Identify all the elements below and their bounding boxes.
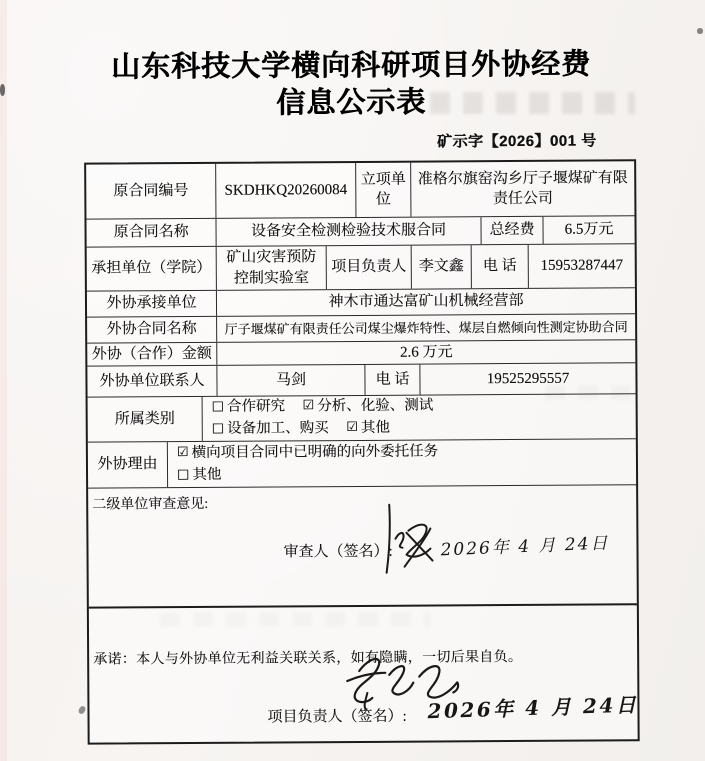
label-leader-phone: 电 话 <box>472 245 529 288</box>
label-category: 所属类别 <box>88 397 203 442</box>
table-row <box>86 161 634 219</box>
reason-options <box>168 439 636 487</box>
value-original-contract-no: SKDHKQ20260084 <box>216 163 356 218</box>
checkbox-unchecked-icon: □ <box>211 399 224 415</box>
promise-section <box>89 605 638 742</box>
value-outsourcing-contract-name: 厅子堰煤矿有限责任公司煤尘爆炸特性、煤层自燃倾向性测定协助合同 <box>224 319 628 337</box>
value-contact-phone: 19525295557 <box>486 370 570 388</box>
table-row <box>88 439 636 488</box>
table-row <box>87 363 635 397</box>
value-outsourcing-amount: 2.6 万元 <box>399 344 453 361</box>
option-cooperative-research: 合作研究 <box>226 398 285 416</box>
option-equipment-purchase: 设备加工、购买 <box>227 420 329 437</box>
label-outsourcing-contract-name: 外协合同名称 <box>87 317 217 343</box>
checkbox-checked-icon: ☑ <box>176 444 189 460</box>
checkbox-checked-icon: ☑ <box>302 398 315 414</box>
checkbox-checked-icon: ☑ <box>346 419 358 436</box>
label-project-leader: 项目负责人 <box>327 246 412 290</box>
value-outsourcing-unit: 神木市通达富矿山机械经营部 <box>328 293 524 311</box>
project-leader-signature-label: 项目负责人（签名）: <box>267 708 407 726</box>
option-reason-contract-specified: 横向项目合同中已明确的向外委托任务 <box>191 443 439 461</box>
label-outsourcing-contact: 外协单位联系人 <box>87 366 217 397</box>
value-project-unit: 准格尔旗窑沟乡厅子堰煤矿有限责任公司 <box>417 170 628 208</box>
form-title <box>0 46 704 124</box>
value-outsourcing-contact: 马剑 <box>217 365 365 396</box>
category-options-line1 <box>212 396 434 419</box>
label-total-fund: 总经费 <box>481 217 543 244</box>
category-options-line2 <box>212 418 390 441</box>
option-category-other: 其他 <box>360 419 390 436</box>
project-leader-date-handwritten: 2026年 4 月 24日 <box>427 692 639 724</box>
table-row <box>87 288 635 317</box>
label-project-unit: 立项单位 <box>356 163 411 217</box>
value-undertaking-unit: 矿山灾害预防控制实验室 <box>217 246 327 290</box>
doc-number: 矿示字【2026】001 号 <box>436 132 597 151</box>
label-original-contract-no: 原合同编号 <box>86 164 216 219</box>
reviewer-signature-label: 审查人（签名）: <box>283 543 393 561</box>
table-row <box>87 314 635 343</box>
promise-statement: 承诺：本人与外协单位无利益关联关系，如有隐瞒，一切后果自负。 <box>93 649 523 668</box>
value-project-leader: 李文鑫 <box>412 245 472 288</box>
reason-options-line2 <box>177 464 221 486</box>
checkbox-unchecked-icon: □ <box>176 466 190 482</box>
category-options <box>203 394 636 441</box>
value-total-fund: 6.5万元 <box>564 221 614 239</box>
label-outsourcing-unit: 外协承接单位 <box>87 291 217 317</box>
label-outsourcing-amount: 外协（合作）金额 <box>87 343 217 366</box>
checkbox-unchecked-icon: □ <box>211 420 225 436</box>
form-title-line1: 山东科技大学横向科研项目外协经费 <box>110 48 592 84</box>
label-original-contract-name: 原合同名称 <box>86 219 216 247</box>
form-table <box>84 159 640 744</box>
option-reason-other: 其他 <box>192 466 222 483</box>
label-undertaking-unit: 承担单位（学院） <box>87 247 217 291</box>
table-row <box>86 216 634 247</box>
value-original-contract-name: 设备安全检测检验技术服合同 <box>216 217 481 246</box>
table-row <box>87 244 635 291</box>
label-reason: 外协理由 <box>88 442 168 487</box>
review-date-handwritten: 2026年 4 月 24日 <box>440 533 610 561</box>
table-row <box>88 394 636 442</box>
reason-options-line1 <box>177 441 438 464</box>
label-contact-phone: 电 话 <box>365 365 420 395</box>
review-section-title: 二级单位审查意见: <box>92 496 209 513</box>
table-row <box>87 340 635 366</box>
option-analysis-test: 分析、化验、测试 <box>317 397 434 415</box>
form-title-line2: 信息公示表 <box>276 86 427 120</box>
review-section <box>88 485 637 608</box>
value-leader-phone: 15953287447 <box>540 257 624 275</box>
